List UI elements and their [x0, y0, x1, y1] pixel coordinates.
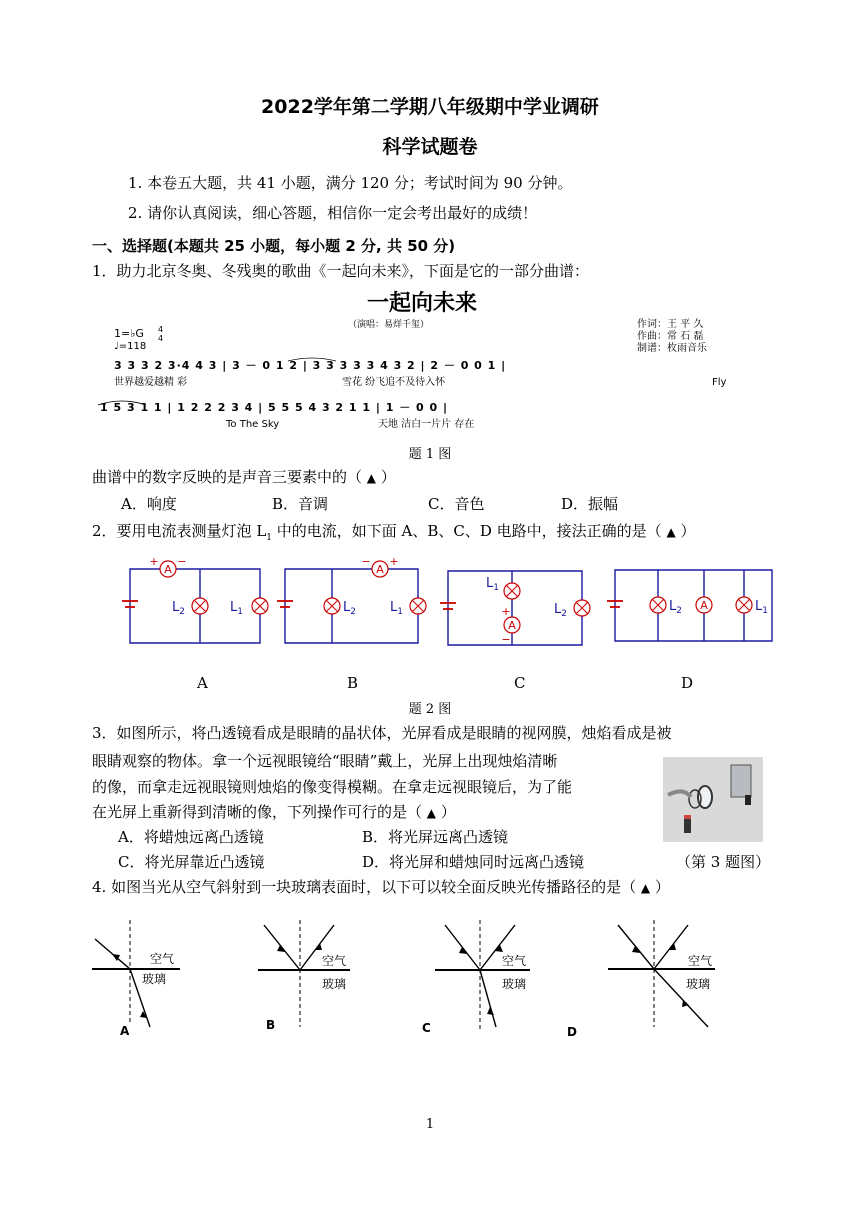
circuit-label-d: D [681, 674, 694, 692]
ammeter-d: A [700, 599, 708, 612]
score-lyricist: 作词：王 平 久 [637, 319, 704, 330]
score-notes-line2: 1̇ 5 3 1 1 | 1 2 2 2 3 4 | 5 5 5 4 3 2 1 1 | 1 － 0 0 | [100, 401, 449, 414]
page-subtitle: 科学试题卷 [382, 136, 478, 158]
q3-option-b: B．将光屏远离凸透镜 [362, 828, 509, 846]
score-lyrics-1b: 雪花 纷飞追不及待入怀 [342, 377, 446, 388]
q3-figure-caption: （第 3 题图） [676, 853, 771, 871]
score-composer: 作曲：常 石 磊 [637, 331, 704, 342]
q3-line1: 3．如图所示，将凸透镜看成是眼睛的晶状体，光屏看成是眼睛的视网膜，烛焰看成是被 [92, 724, 672, 742]
score-tempo: ♩=118 [114, 341, 147, 352]
plus-c: + [501, 605, 511, 618]
q3-line3: 的像，而拿走远视眼镜则烛焰的像变得模糊。在拿走远视眼镜后，为了能 [92, 778, 573, 796]
q2-stem-rest: 中的电流，如下面 A、B、C、D 电路中，接法正确的是（ [272, 522, 662, 540]
score-notes-line1: 3 3 3 2 3·4 4 3 | 3 － 0 1 2 | 3 3 3 3 3 4 3 2 | 2 － 0 0 1 | [114, 359, 507, 372]
answer-mark: ▲ [366, 471, 377, 485]
air-label-b: 空气 [322, 954, 347, 968]
lamp-label-d1: $L_1$ [755, 599, 768, 616]
air-label-c: 空气 [502, 954, 527, 968]
q3-line2: 眼睛观察的物体。拿一个远视眼镜给“眼睛”戴上，光屏上出现烛焰清晰 [92, 752, 558, 770]
lamp-label-c2: $L_2$ [554, 602, 567, 619]
q3-line4 [92, 801, 456, 822]
q4-stem-end: ） [654, 878, 670, 896]
circuit-label-c: C [514, 674, 526, 692]
q1-question-text: 曲谱中的数字反映的是声音三要素中的（ [92, 468, 363, 486]
light-refraction-diagrams [90, 915, 730, 1040]
score-lyrics-1a: 世界越爱越精 彩 [114, 377, 188, 388]
instruction-2: 2. 请你认真阅读，细心答题，相信你一定会考出最好的成绩！ [128, 204, 538, 222]
q2-stem-text: 2．要用电流表测量灯泡 L [92, 522, 267, 540]
lamp-label-a2: $L_2$ [172, 600, 185, 617]
q3-line4-end: ） [440, 803, 456, 821]
lamp-label-d2: $L_2$ [669, 599, 682, 616]
score-title: 一起向未来 [366, 291, 478, 316]
score-lyrics-2b: 天地 洁白一片片 存在 [378, 419, 475, 430]
plus-b: + [389, 555, 399, 568]
ammeter-c: A [508, 619, 516, 632]
lamp-label-b1: $L_1$ [390, 600, 403, 617]
lamp-label-b2: $L_2$ [343, 600, 356, 617]
score-producer: 制谱：枚雨音乐 [637, 343, 707, 354]
q2-stem-end: ） [680, 522, 696, 540]
diagram-label-c: C [422, 1021, 431, 1035]
q4-stem-text: 4. 如图当光从空气斜射到一块玻璃表面时，以下可以较全面反映光传播路径的是（ [92, 878, 637, 896]
minus-b: − [361, 555, 371, 568]
q1-stem: 1．助力北京冬奥、冬残奥的歌曲《一起向未来》，下面是它的一部分曲谱： [92, 262, 590, 280]
lamp-label-a1: $L_1$ [230, 600, 243, 617]
q3-option-d: D．将光屏和蜡烛同时远离凸透镜 [362, 853, 585, 871]
plus-a: + [149, 555, 159, 568]
q3-line4-text: 在光屏上重新得到清晰的像，下列操作可行的是（ [92, 803, 423, 821]
ammeter-b: A [376, 563, 384, 576]
q2-figure-caption: 题 2 图 [408, 702, 452, 717]
lens-experiment-photo [663, 757, 763, 842]
q1-question [92, 466, 396, 487]
q1-option-d: D．振幅 [561, 495, 619, 513]
lamp-label-c1: $L_1$ [486, 576, 499, 593]
air-label-d: 空气 [688, 954, 713, 968]
q1-question-end: ） [380, 468, 396, 486]
score-lyrics-2a: To The Sky [226, 419, 280, 430]
page-title: 2022学年第二学期八年级期中学业调研 [261, 96, 599, 118]
score-time-bottom: 4 [158, 334, 164, 343]
diagram-label-b: B [266, 1018, 276, 1032]
circuit-label-a: A [197, 674, 208, 692]
q1-option-b: B．音调 [272, 495, 329, 513]
score-time-top: 4 [158, 325, 164, 334]
music-score [92, 285, 752, 435]
instruction-1: 1. 本卷五大题，共 41 小题，满分 120 分；考试时间为 90 分钟。 [128, 174, 573, 192]
ammeter-a: A [164, 563, 172, 576]
glass-label-a: 玻璃 [142, 972, 167, 986]
answer-mark: ▲ [640, 881, 651, 895]
diagram-label-d: D [567, 1025, 577, 1039]
glass-label-c: 玻璃 [502, 977, 527, 991]
circuit-label-b: B [347, 674, 359, 692]
score-key: 1=♭G [114, 327, 144, 340]
air-label-a: 空气 [150, 952, 175, 966]
section-heading: 一、选择题(本题共 25 小题，每小题 2 分, 共 50 分) [92, 237, 456, 255]
answer-mark: ▲ [666, 525, 676, 539]
q3-option-a: A．将蜡烛远离凸透镜 [118, 828, 264, 846]
q2-stem-sub: 1 [266, 533, 273, 543]
minus-c: − [501, 633, 511, 646]
diagram-label-a: A [120, 1024, 130, 1038]
score-performer: （演唱：易烊千玺） [348, 320, 430, 330]
q4-stem [92, 876, 670, 897]
q1-option-a: A．响度 [121, 495, 177, 513]
glass-label-d: 玻璃 [686, 977, 711, 991]
page-number: 1 [425, 1117, 435, 1132]
answer-mark: ▲ [426, 806, 437, 820]
score-lyrics-1c: Fly [712, 377, 727, 388]
q1-figure-caption: 题 1 图 [408, 447, 452, 462]
q2-stem [92, 520, 696, 543]
q1-option-c: C．音色 [428, 495, 485, 513]
glass-label-b: 玻璃 [322, 977, 347, 991]
q3-option-c: C．将光屏靠近凸透镜 [118, 853, 265, 871]
minus-a: − [177, 555, 187, 568]
circuit-diagrams [110, 553, 780, 653]
